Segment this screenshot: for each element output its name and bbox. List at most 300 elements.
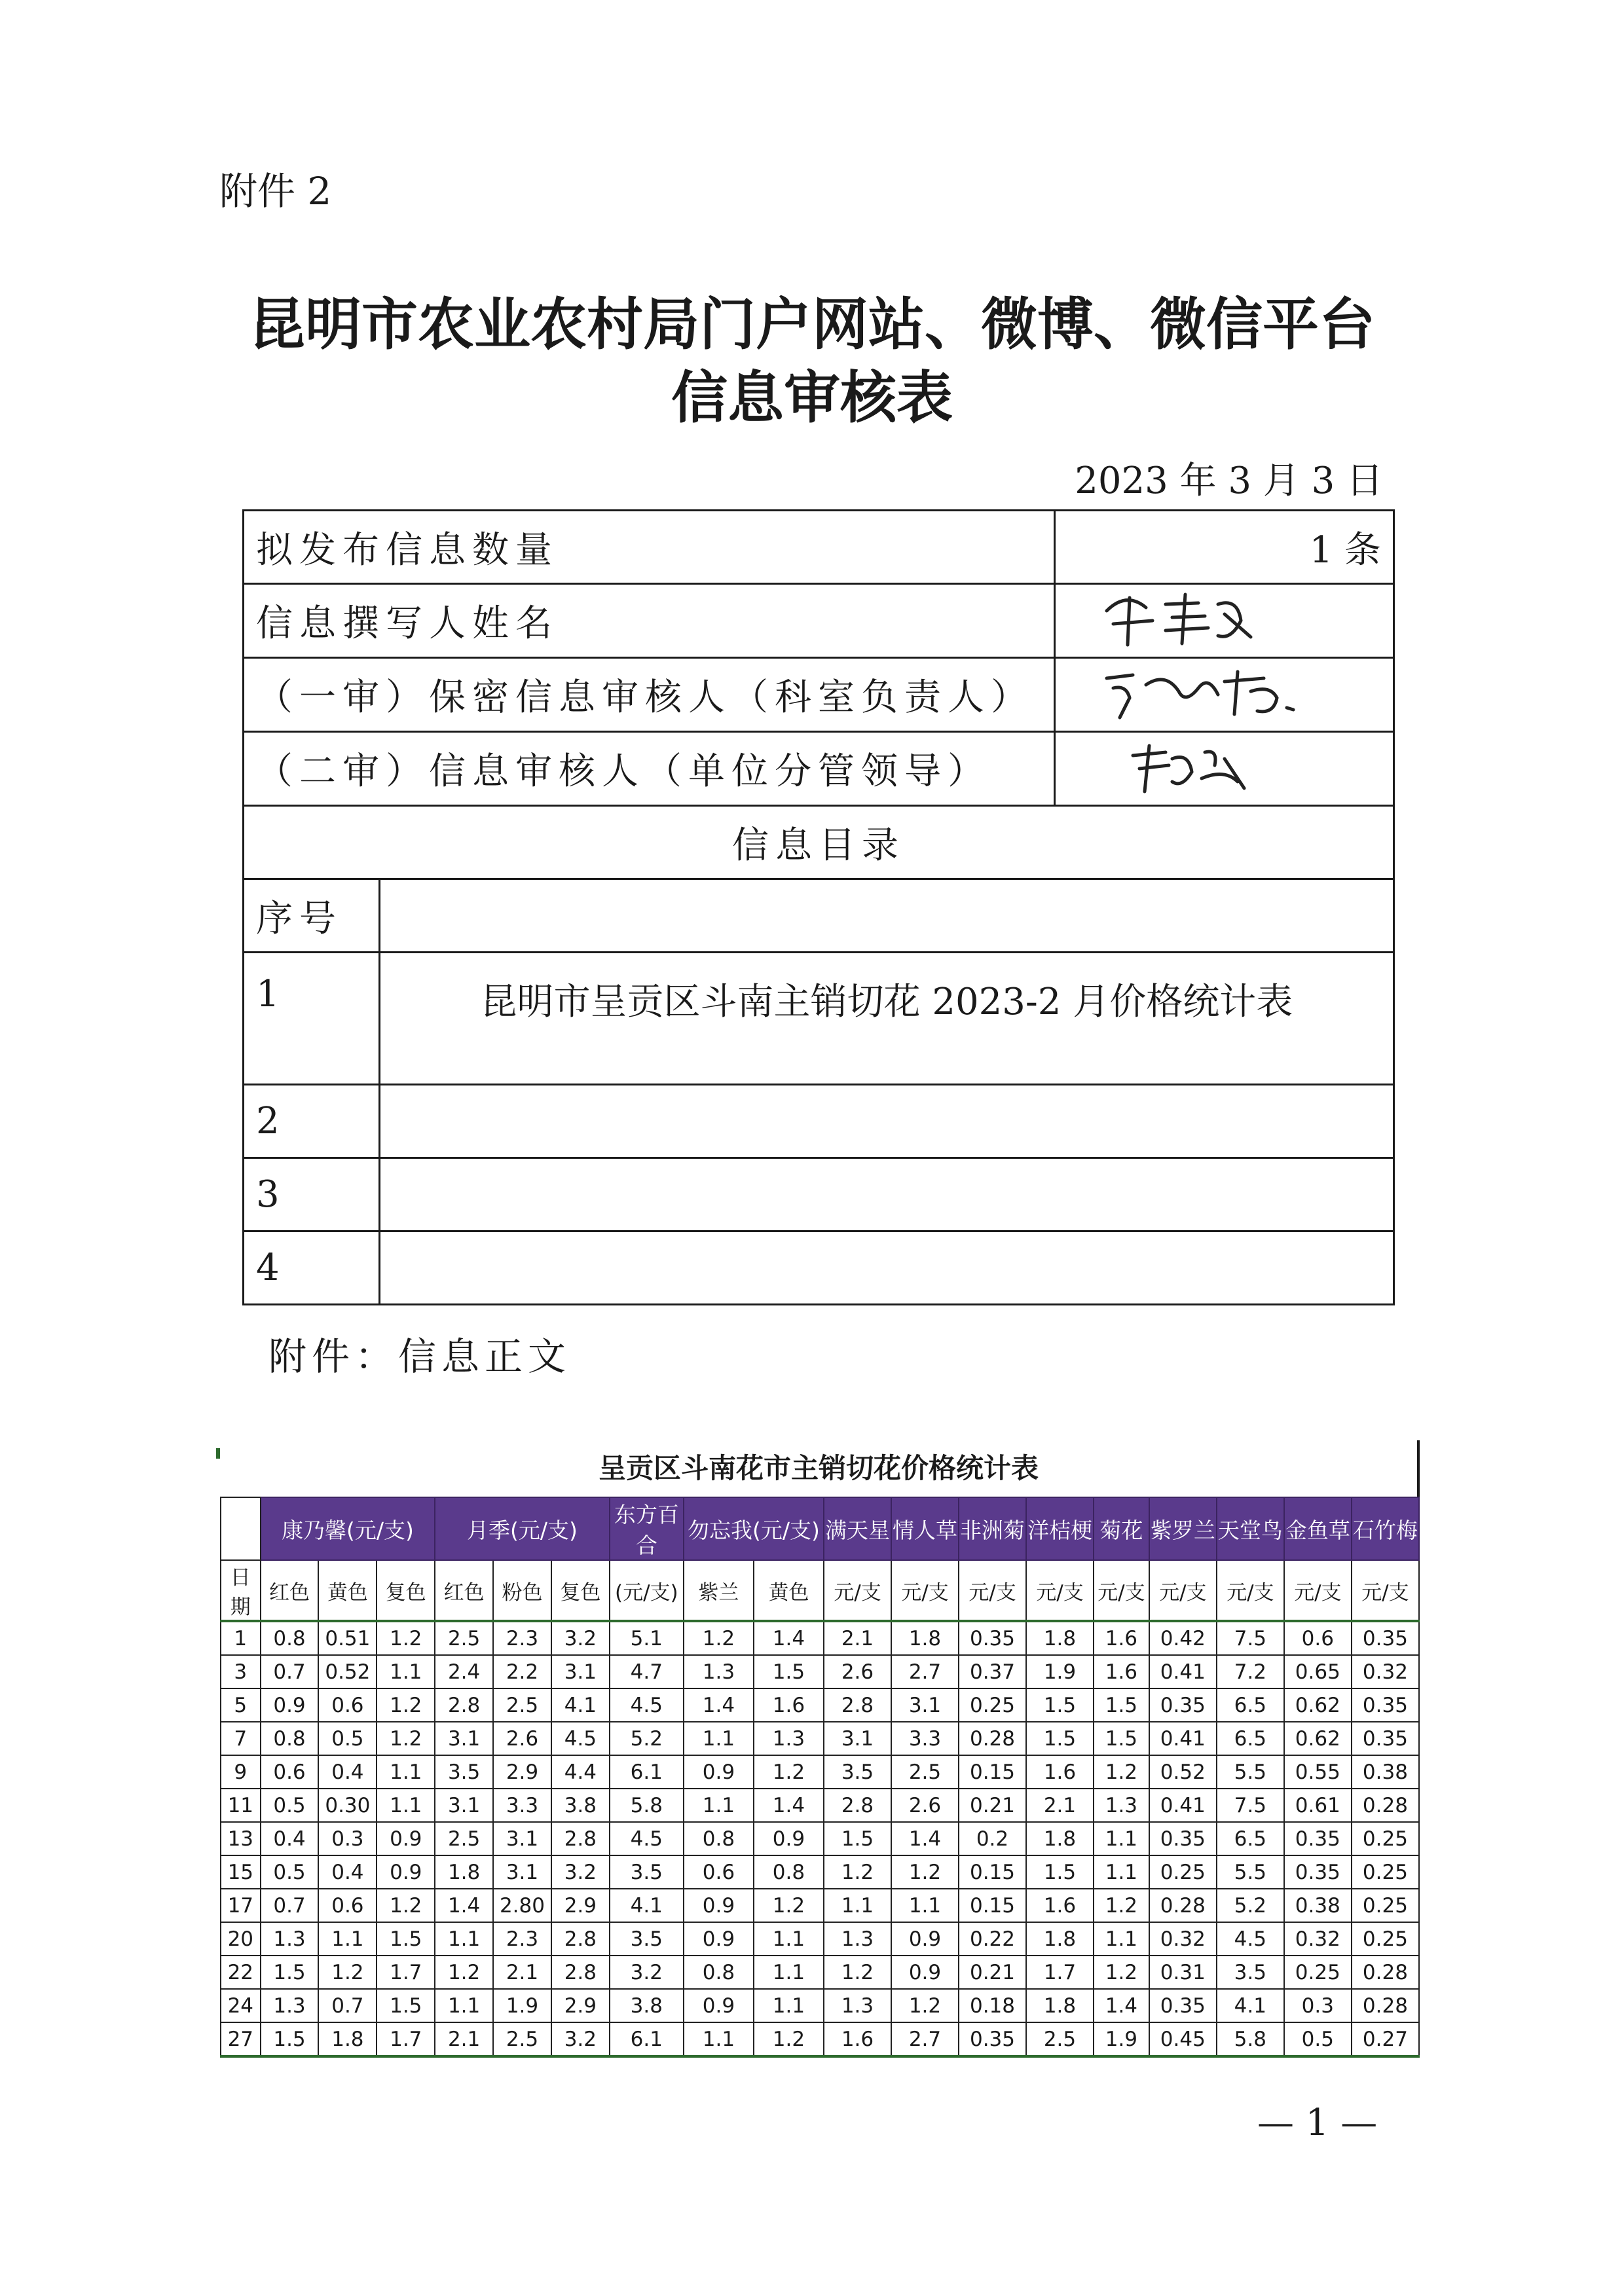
price-cell: 1.2	[824, 1855, 891, 1889]
price-cell: 1.1	[1094, 1855, 1149, 1889]
price-cell: 1.5	[1094, 1722, 1149, 1755]
price-cell: 4.5	[551, 1722, 610, 1755]
price-cell: 0.4	[318, 1855, 377, 1889]
price-cell: 1.1	[377, 1655, 435, 1688]
price-cell: 3.5	[824, 1755, 891, 1789]
price-cell: 0.3	[1284, 1989, 1352, 2022]
price-cell: 0.38	[1352, 1755, 1419, 1789]
price-cell: 0.35	[1284, 1822, 1352, 1855]
document-subtitle: 信息审核表	[671, 365, 953, 431]
price-cell: 0.9	[891, 1922, 959, 1956]
price-cell: 1.1	[377, 1789, 435, 1822]
price-cell: 1.2	[377, 1889, 435, 1922]
group-header-row	[221, 1497, 1419, 1560]
signature-first-review	[1055, 658, 1394, 732]
signature-writer	[1055, 584, 1394, 658]
column-header: 元/支	[824, 1560, 891, 1621]
price-cell: 1.9	[1094, 2022, 1149, 2056]
price-cell: 1.8	[891, 1621, 959, 1655]
price-cell: 0.15	[959, 1855, 1026, 1889]
column-header: (元/支)	[610, 1560, 684, 1621]
price-cell: 0.8	[261, 1621, 319, 1655]
form-row-first-review	[244, 658, 1394, 732]
handwritten-signature	[1067, 659, 1329, 721]
price-cell: 2.9	[493, 1755, 551, 1789]
price-cell: 1.4	[1094, 1989, 1149, 2022]
price-cell: 0.9	[684, 1989, 754, 2022]
price-cell: 0.28	[1352, 1956, 1419, 1989]
price-cell: 0.32	[1352, 1655, 1419, 1688]
price-cell: 0.4	[318, 1755, 377, 1789]
item-number: 3	[244, 1158, 380, 1231]
price-cell: 4.1	[610, 1889, 684, 1922]
table-row	[221, 2022, 1419, 2056]
price-cell: 0.28	[1352, 1789, 1419, 1822]
price-cell: 0.25	[1352, 1822, 1419, 1855]
price-cell: 0.35	[1352, 1621, 1419, 1655]
form-label: 拟发布信息数量	[244, 511, 1055, 584]
price-cell: 2.5	[435, 1621, 493, 1655]
price-cell: 2.6	[493, 1722, 551, 1755]
price-table	[220, 1497, 1420, 2058]
price-cell: 3.5	[1217, 1956, 1284, 1989]
price-cell: 1.3	[261, 1989, 319, 2022]
price-cell: 1.3	[824, 1922, 891, 1956]
price-cell: 0.35	[1149, 1989, 1217, 2022]
price-cell: 0.9	[377, 1855, 435, 1889]
price-cell: 0.15	[959, 1755, 1026, 1789]
price-cell: 1.1	[754, 1922, 824, 1956]
price-cell: 0.3	[318, 1822, 377, 1855]
price-cell: 2.2	[493, 1655, 551, 1688]
price-cell: 2.8	[551, 1922, 610, 1956]
price-cell: 1.2	[1094, 1889, 1149, 1922]
column-header: 元/支	[1284, 1560, 1352, 1621]
item-number: 2	[244, 1085, 380, 1158]
column-header: 黄色	[318, 1560, 377, 1621]
price-cell: 5.2	[1217, 1889, 1284, 1922]
price-cell: 2.8	[435, 1688, 493, 1722]
price-cell: 2.5	[891, 1755, 959, 1789]
price-cell: 0.9	[684, 1889, 754, 1922]
price-cell: 6.1	[610, 1755, 684, 1789]
table-row	[221, 1655, 1419, 1688]
item-title	[379, 1158, 1393, 1231]
column-header: 黄色	[754, 1560, 824, 1621]
price-cell: 3.2	[551, 2022, 610, 2056]
catalog-item-row	[244, 1158, 1394, 1231]
price-cell: 0.27	[1352, 2022, 1419, 2056]
price-cell: 4.5	[610, 1688, 684, 1722]
price-cell: 0.6	[684, 1855, 754, 1889]
price-cell: 3.1	[891, 1688, 959, 1722]
price-cell: 1.1	[824, 1889, 891, 1922]
price-cell: 1.2	[824, 1956, 891, 1989]
price-cell: 0.62	[1284, 1722, 1352, 1755]
table-row	[221, 1789, 1419, 1822]
column-header: 复色	[551, 1560, 610, 1621]
price-cell: 2.8	[551, 1956, 610, 1989]
price-cell: 1.5	[261, 1956, 319, 1989]
date-cell: 3	[221, 1655, 261, 1688]
price-cell: 5.5	[1217, 1755, 1284, 1789]
handwritten-signature	[1067, 733, 1264, 795]
table-row	[221, 1989, 1419, 2022]
price-cell: 1.6	[1094, 1655, 1149, 1688]
price-cell: 2.8	[824, 1789, 891, 1822]
price-cell: 0.41	[1149, 1722, 1217, 1755]
form-row-count	[244, 511, 1394, 584]
price-cell: 1.4	[684, 1688, 754, 1722]
table-row	[221, 1822, 1419, 1855]
price-cell: 0.8	[684, 1822, 754, 1855]
price-cell: 1.7	[1026, 1956, 1094, 1989]
price-cell: 0.25	[1352, 1889, 1419, 1922]
price-cell: 0.62	[1284, 1688, 1352, 1722]
price-cell: 1.3	[754, 1722, 824, 1755]
column-header: 红色	[261, 1560, 319, 1621]
seq-header: 序号	[244, 879, 380, 953]
price-cell: 0.9	[261, 1688, 319, 1722]
price-cell: 1.2	[684, 1621, 754, 1655]
price-cell: 5.5	[1217, 1855, 1284, 1889]
date-cell: 5	[221, 1688, 261, 1722]
price-cell: 1.2	[754, 2022, 824, 2056]
price-cell: 0.28	[1352, 1989, 1419, 2022]
price-cell: 1.1	[754, 1956, 824, 1989]
group-header-blank	[221, 1497, 261, 1560]
price-cell: 1.5	[377, 1989, 435, 2022]
column-header: 元/支	[891, 1560, 959, 1621]
price-cell: 6.5	[1217, 1822, 1284, 1855]
date-cell: 24	[221, 1989, 261, 2022]
price-cell: 3.1	[493, 1855, 551, 1889]
group-header: 情人草	[891, 1497, 959, 1560]
price-cell: 3.8	[551, 1789, 610, 1822]
price-cell: 0.9	[754, 1822, 824, 1855]
group-header: 非洲菊	[959, 1497, 1026, 1560]
price-cell: 0.4	[261, 1822, 319, 1855]
column-header: 元/支	[1149, 1560, 1217, 1621]
group-header: 康乃馨(元/支)	[261, 1497, 435, 1560]
price-cell: 1.5	[1026, 1722, 1094, 1755]
price-cell: 1.3	[824, 1989, 891, 2022]
group-header: 天堂鸟	[1217, 1497, 1284, 1560]
price-cell: 3.2	[551, 1855, 610, 1889]
price-cell: 2.3	[493, 1621, 551, 1655]
price-cell: 1.2	[891, 1989, 959, 2022]
price-cell: 6.5	[1217, 1688, 1284, 1722]
price-cell: 1.3	[261, 1922, 319, 1956]
price-cell: 4.5	[1217, 1922, 1284, 1956]
column-header: 复色	[377, 1560, 435, 1621]
catalog-header-row	[244, 806, 1394, 879]
price-cell: 1.7	[377, 1956, 435, 1989]
price-cell: 1.1	[891, 1889, 959, 1922]
catalog-item-row	[244, 1085, 1394, 1158]
table-row	[221, 1621, 1419, 1655]
price-cell: 0.37	[959, 1655, 1026, 1688]
price-cell: 2.1	[1026, 1789, 1094, 1822]
attachment-label: 附件 2	[219, 169, 332, 213]
price-cell: 0.32	[1149, 1922, 1217, 1956]
price-cell: 1.8	[1026, 1922, 1094, 1956]
price-cell: 0.6	[318, 1688, 377, 1722]
price-cell: 4.1	[1217, 1989, 1284, 2022]
price-cell: 5.1	[610, 1621, 684, 1655]
price-cell: 1.1	[684, 2022, 754, 2056]
price-cell: 0.35	[959, 2022, 1026, 2056]
price-cell: 3.1	[493, 1822, 551, 1855]
group-header: 金鱼草	[1284, 1497, 1352, 1560]
price-cell: 0.32	[1284, 1922, 1352, 1956]
catalog-header: 信息目录	[244, 806, 1394, 879]
price-cell: 5.2	[610, 1722, 684, 1755]
price-cell: 1.8	[1026, 1822, 1094, 1855]
document-title: 昆明市农业农村局门户网站、微博、微信平台	[249, 291, 1375, 357]
price-cell: 1.5	[1094, 1688, 1149, 1722]
price-cell: 1.6	[824, 2022, 891, 2056]
price-cell: 1.6	[1026, 1889, 1094, 1922]
price-cell: 1.6	[754, 1688, 824, 1722]
price-cell: 0.5	[261, 1855, 319, 1889]
price-cell: 3.3	[493, 1789, 551, 1822]
price-cell: 1.1	[754, 1989, 824, 2022]
price-cell: 0.5	[261, 1789, 319, 1822]
price-cell: 1.2	[435, 1956, 493, 1989]
price-cell: 1.1	[684, 1789, 754, 1822]
price-cell: 0.8	[684, 1956, 754, 1989]
price-cell: 0.31	[1149, 1956, 1217, 1989]
price-cell: 3.1	[435, 1722, 493, 1755]
date-cell: 9	[221, 1755, 261, 1789]
price-cell: 4.4	[551, 1755, 610, 1789]
group-header: 洋桔梗	[1026, 1497, 1094, 1560]
price-cell: 1.8	[318, 2022, 377, 2056]
price-cell: 0.41	[1149, 1655, 1217, 1688]
group-header: 东方百合	[610, 1497, 684, 1560]
price-cell: 1.5	[754, 1655, 824, 1688]
column-header: 元/支	[959, 1560, 1026, 1621]
price-cell: 0.25	[1352, 1922, 1419, 1956]
price-cell: 3.8	[610, 1989, 684, 2022]
price-cell: 7.5	[1217, 1789, 1284, 1822]
form-label: （一审）保密信息审核人（科室负责人）	[244, 658, 1055, 732]
signature-second-review	[1055, 732, 1394, 806]
handwritten-signature	[1067, 585, 1264, 647]
price-cell: 0.18	[959, 1989, 1026, 2022]
group-header: 月季(元/支)	[435, 1497, 610, 1560]
price-cell: 0.52	[1149, 1755, 1217, 1789]
price-cell: 3.1	[551, 1655, 610, 1688]
group-header: 菊花	[1094, 1497, 1149, 1560]
price-cell: 2.8	[824, 1688, 891, 1722]
price-cell: 0.35	[1352, 1688, 1419, 1722]
column-header: 元/支	[1026, 1560, 1094, 1621]
price-cell: 3.2	[551, 1621, 610, 1655]
price-cell: 0.5	[318, 1722, 377, 1755]
price-cell: 1.1	[684, 1722, 754, 1755]
price-cell: 1.2	[377, 1621, 435, 1655]
price-cell: 1.4	[754, 1621, 824, 1655]
price-cell: 2.5	[1026, 2022, 1094, 2056]
table-row	[221, 1755, 1419, 1789]
price-cell: 3.3	[891, 1722, 959, 1755]
column-header: 元/支	[1217, 1560, 1284, 1621]
scan-mark	[216, 1448, 220, 1459]
price-cell: 0.8	[261, 1722, 319, 1755]
price-cell: 1.4	[435, 1889, 493, 1922]
date-cell: 15	[221, 1855, 261, 1889]
price-cell: 2.7	[891, 2022, 959, 2056]
price-cell: 2.5	[493, 1688, 551, 1722]
price-cell: 0.52	[318, 1655, 377, 1688]
price-cell: 0.41	[1149, 1789, 1217, 1822]
price-cell: 3.2	[610, 1956, 684, 1989]
price-cell: 2.6	[824, 1655, 891, 1688]
price-cell: 2.1	[435, 2022, 493, 2056]
price-cell: 0.9	[377, 1822, 435, 1855]
price-cell: 1.2	[377, 1688, 435, 1722]
price-cell: 0.28	[959, 1722, 1026, 1755]
price-cell: 1.2	[1094, 1755, 1149, 1789]
price-cell: 0.45	[1149, 2022, 1217, 2056]
column-header: 元/支	[1094, 1560, 1149, 1621]
date-cell: 11	[221, 1789, 261, 1822]
price-cell: 0.55	[1284, 1755, 1352, 1789]
price-cell: 2.1	[493, 1956, 551, 1989]
price-cell: 1.5	[1026, 1855, 1094, 1889]
catalog-item-row	[244, 1231, 1394, 1305]
price-cell: 0.28	[1149, 1889, 1217, 1922]
price-cell: 1.5	[1026, 1688, 1094, 1722]
price-cell: 7.5	[1217, 1621, 1284, 1655]
price-cell: 1.9	[493, 1989, 551, 2022]
column-header: 元/支	[1352, 1560, 1419, 1621]
sub-header-row	[221, 1560, 1419, 1621]
price-cell: 0.21	[959, 1956, 1026, 1989]
document-date: 2023 年 3 月 3 日	[1075, 460, 1383, 502]
review-form	[242, 509, 1395, 1305]
date-cell: 22	[221, 1956, 261, 1989]
price-cell: 2.8	[551, 1822, 610, 1855]
price-cell: 0.6	[261, 1755, 319, 1789]
price-cell: 0.7	[318, 1989, 377, 2022]
price-cell: 0.15	[959, 1889, 1026, 1922]
price-cell: 1.5	[261, 2022, 319, 2056]
item-title	[379, 1231, 1393, 1305]
price-cell: 0.6	[318, 1889, 377, 1922]
price-cell: 1.7	[377, 2022, 435, 2056]
price-cell: 0.7	[261, 1655, 319, 1688]
price-cell: 1.2	[891, 1855, 959, 1889]
price-cell: 0.25	[1284, 1956, 1352, 1989]
price-cell: 0.21	[959, 1789, 1026, 1822]
price-cell: 2.6	[891, 1789, 959, 1822]
column-header: 红色	[435, 1560, 493, 1621]
price-cell: 3.5	[610, 1922, 684, 1956]
price-cell: 1.5	[824, 1822, 891, 1855]
table-row	[221, 1855, 1419, 1889]
price-cell: 0.30	[318, 1789, 377, 1822]
item-title	[379, 1085, 1393, 1158]
price-cell: 1.1	[318, 1922, 377, 1956]
price-cell: 6.5	[1217, 1722, 1284, 1755]
price-cell: 2.80	[493, 1889, 551, 1922]
date-cell: 13	[221, 1822, 261, 1855]
price-cell: 2.9	[551, 1889, 610, 1922]
price-cell: 1.2	[754, 1889, 824, 1922]
price-cell: 0.9	[684, 1755, 754, 1789]
price-cell: 2.3	[493, 1922, 551, 1956]
group-header: 满天星	[824, 1497, 891, 1560]
price-cell: 1.1	[1094, 1922, 1149, 1956]
date-cell: 17	[221, 1889, 261, 1922]
table-row	[221, 1889, 1419, 1922]
price-cell: 1.9	[1026, 1655, 1094, 1688]
form-label: 信息撰写人姓名	[244, 584, 1055, 658]
item-number: 4	[244, 1231, 380, 1305]
price-cell: 4.1	[551, 1688, 610, 1722]
date-cell: 1	[221, 1621, 261, 1655]
price-cell: 0.35	[959, 1621, 1026, 1655]
price-cell: 2.4	[435, 1655, 493, 1688]
price-cell: 4.7	[610, 1655, 684, 1688]
group-header: 石竹梅	[1352, 1497, 1419, 1560]
form-row-second-review	[244, 732, 1394, 806]
price-cell: 0.35	[1284, 1855, 1352, 1889]
seq-header-row	[244, 879, 1394, 953]
table-row	[221, 1922, 1419, 1956]
price-cell: 0.35	[1149, 1822, 1217, 1855]
price-cell: 1.1	[435, 1989, 493, 2022]
price-cell: 0.5	[1284, 2022, 1352, 2056]
price-cell: 1.8	[435, 1855, 493, 1889]
price-cell: 0.9	[891, 1956, 959, 1989]
price-cell: 2.5	[435, 1822, 493, 1855]
attachment-body-label: 附件：信息正文	[268, 1334, 572, 1379]
price-cell: 3.1	[824, 1722, 891, 1755]
group-header: 紫罗兰	[1149, 1497, 1217, 1560]
price-cell: 0.6	[1284, 1621, 1352, 1655]
price-cell: 0.8	[754, 1855, 824, 1889]
price-cell: 0.35	[1352, 1722, 1419, 1755]
price-cell: 0.7	[261, 1889, 319, 1922]
price-cell: 1.4	[891, 1822, 959, 1855]
form-value: 1 条	[1055, 511, 1394, 584]
price-cell: 2.7	[891, 1655, 959, 1688]
price-cell: 1.6	[1026, 1755, 1094, 1789]
item-title: 昆明市呈贡区斗南主销切花 2023-2 月价格统计表	[379, 953, 1393, 1085]
price-cell: 2.1	[824, 1621, 891, 1655]
price-cell: 0.22	[959, 1922, 1026, 1956]
price-cell: 0.9	[684, 1922, 754, 1956]
price-cell: 1.2	[377, 1722, 435, 1755]
price-table-section	[220, 1440, 1420, 2058]
price-cell: 1.5	[377, 1922, 435, 1956]
catalog-item-row	[244, 953, 1394, 1085]
price-cell: 7.2	[1217, 1655, 1284, 1688]
price-cell: 0.25	[959, 1688, 1026, 1722]
price-cell: 0.42	[1149, 1621, 1217, 1655]
price-cell: 3.1	[435, 1789, 493, 1822]
price-cell: 3.5	[435, 1755, 493, 1789]
form-row-writer	[244, 584, 1394, 658]
price-cell: 1.2	[754, 1755, 824, 1789]
price-cell: 3.5	[610, 1855, 684, 1889]
table-row	[221, 1688, 1419, 1722]
price-cell: 1.2	[318, 1956, 377, 1989]
